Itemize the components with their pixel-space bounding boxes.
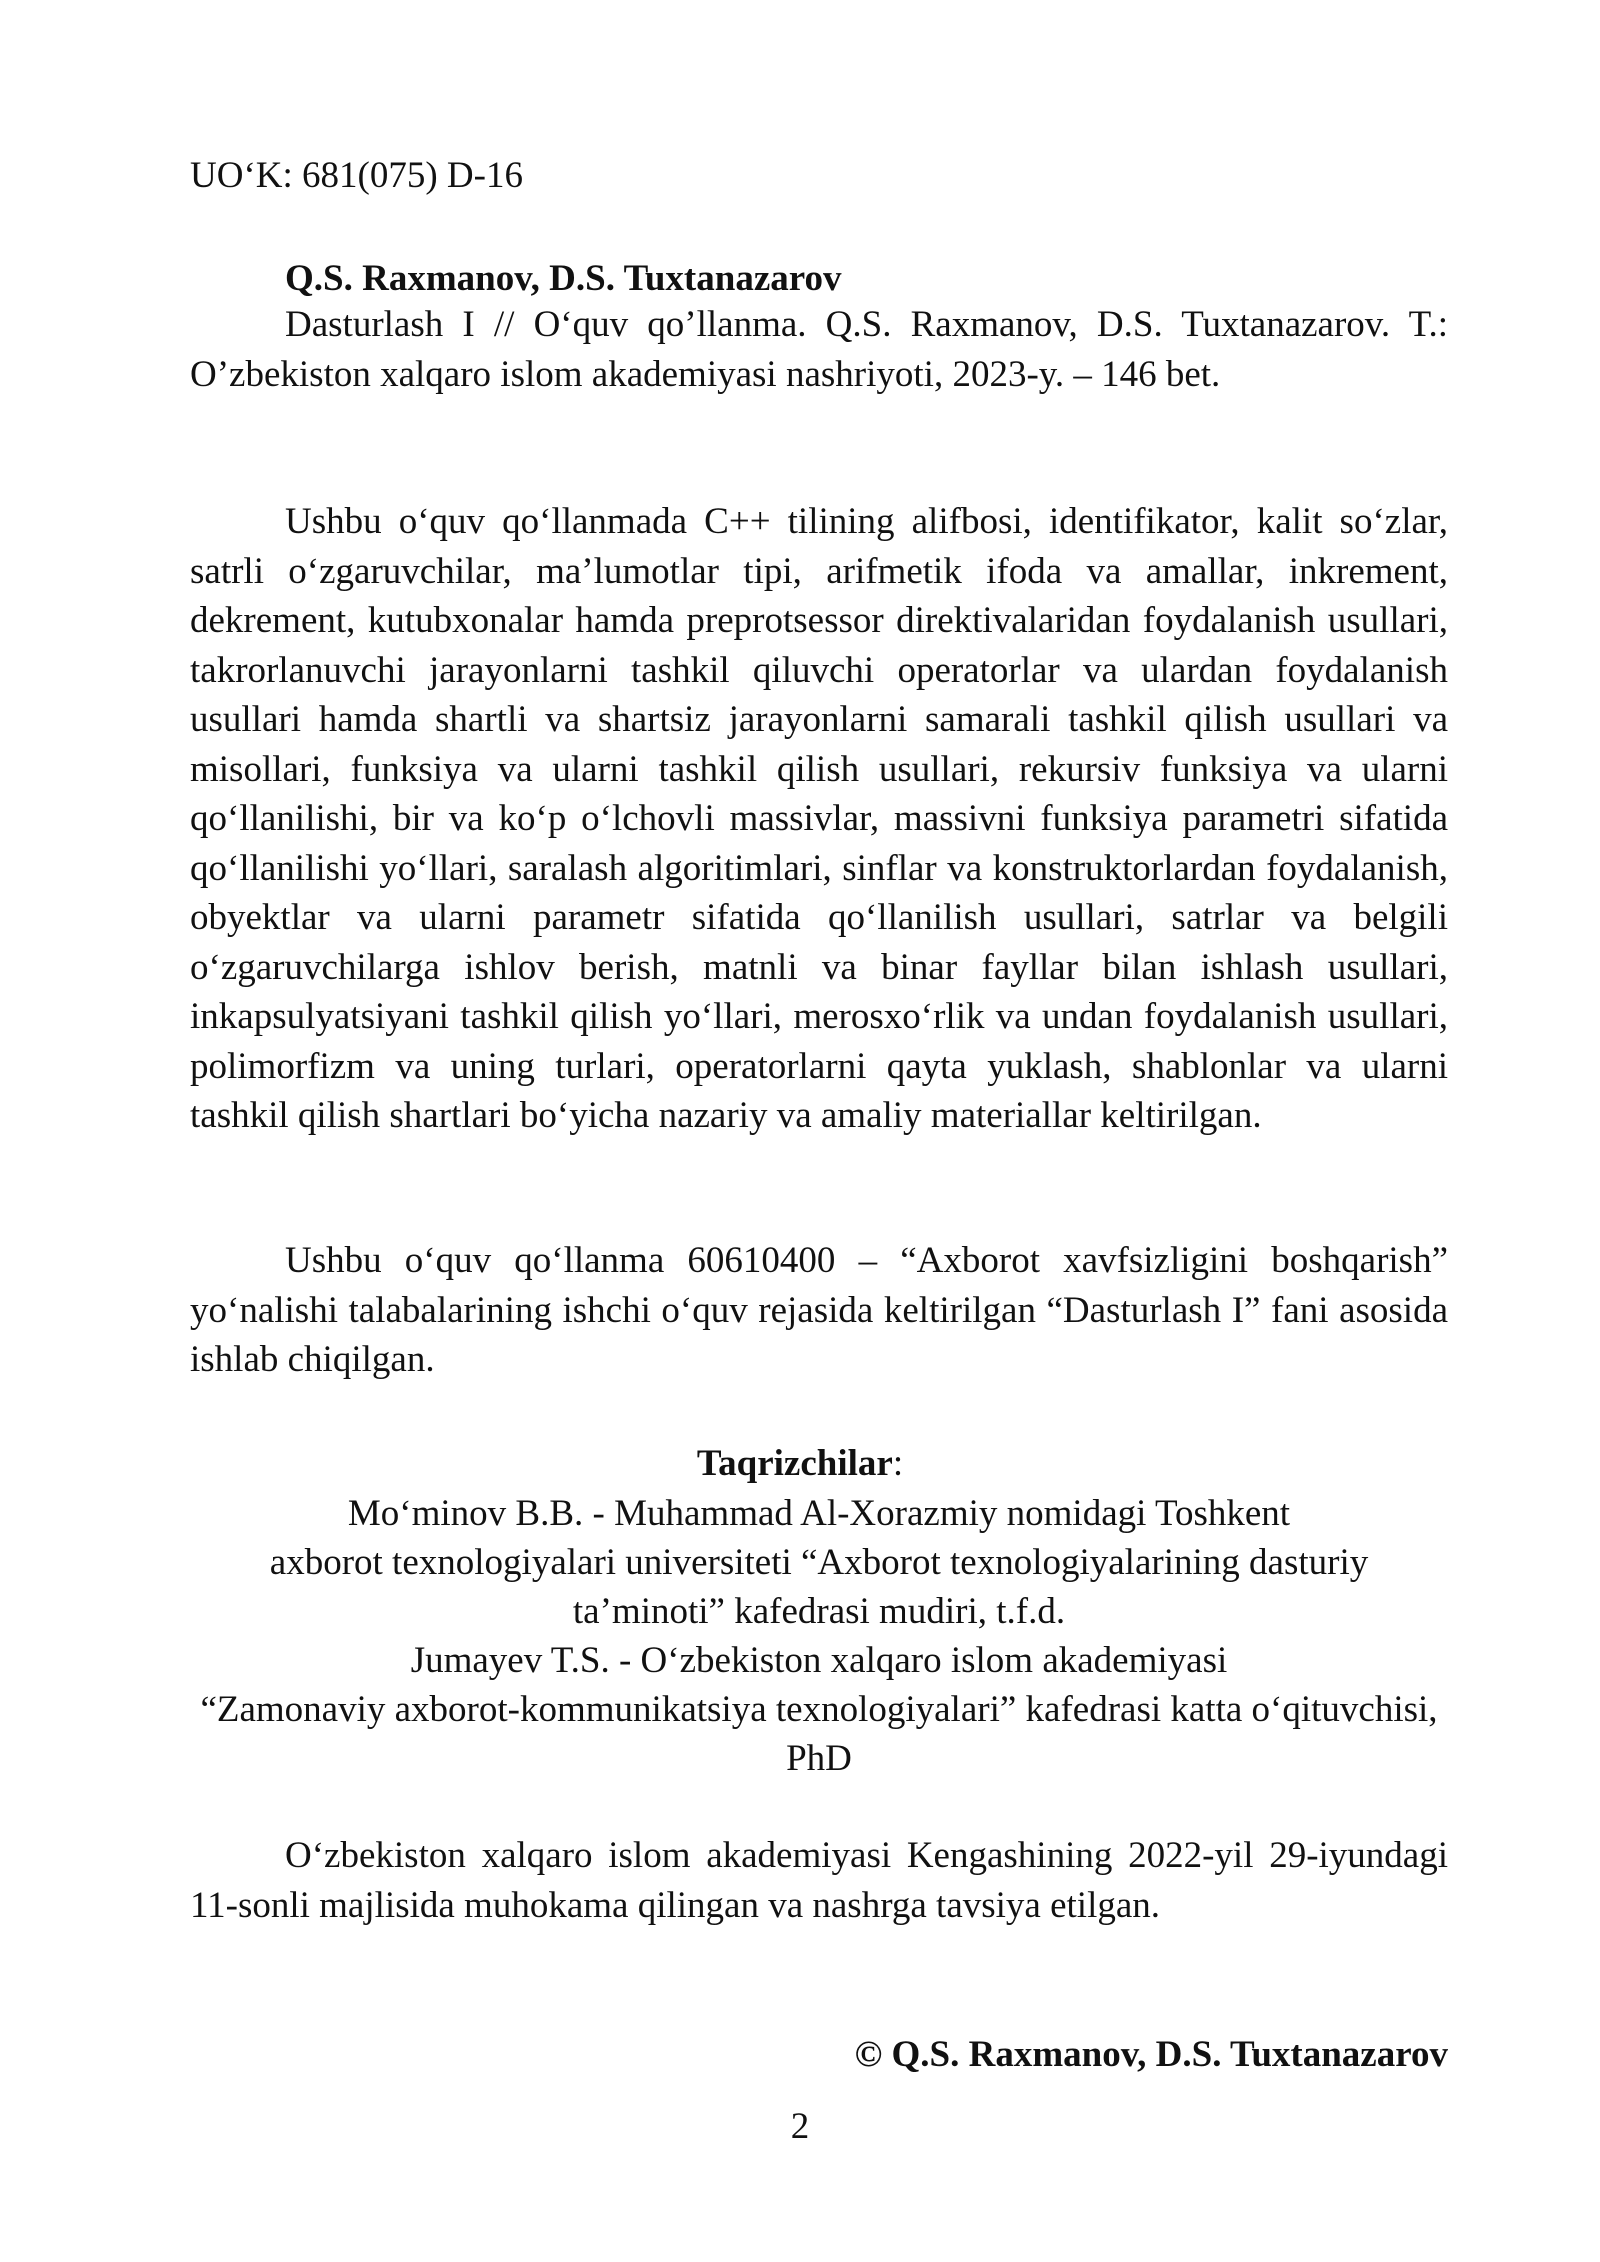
copyright-line: © Q.S. Raxmanov, D.S. Tuxtanazarov (854, 2034, 1448, 2075)
reviewer-name-line: Mo‘minov B.B. - Muhammad Al-Xorazmiy nomidagi Toshkent (347, 1493, 1291, 1534)
abstract-paragraph: Ushbu o‘quv qo‘llanmada C++ tilining alifbosi, identifikator, kalit so‘zlar, satrli o‘zgaruvchilar, ma’lumotlar tipi, arifmetik ifoda va amallar, inkrement, dekrement, kutubxonalar hamda preprotsessor direktivalaridan foydalanish usullari, takrorlanuvchi jarayonlarni tashkil qiluvchi operatorlar va ulardan foydalanish usullari hamda shartli va shartsiz jarayonlarni samarali tashkil qilish usullari va misollari, funksiya va ularni tashkil qilish usullari, rekursiv funksiya va ularni qo‘llanilishi, bir va ko‘p o‘lchovli massivlar, massivni funksiya parametri sifatida qo‘llanilishi yo‘llari, saralash algoritimlari, sinflar va konstruktorlardan foydalanish, obyektlar va ularni parametr sifatida qo‘llanilish usullari, satrlar va belgili o‘zgaruvchilarga ishlov berish, matnli va binar fayllar bilan ishlash usullari, inkapsulyatsiyani tashkil qilish yo‘llari, merosxo‘rlik va undan foydalanish usullari, polimorfizm va uning turlari, operatorlarni qayta yuklash, shablonlar va ularni tashkil qilish shartlari bo‘yicha nazariy va amaliy materiallar keltirilgan. (190, 501, 1448, 1136)
reviewers-title (0, 1438, 1600, 1490)
approval-paragraph: O‘zbekiston xalqaro islom akademiyasi Kengashining 2022-yil 29-iyundagi 11-sonli majlisida muhokama qilingan va nashrga tavsiya etilgan. (190, 1835, 1448, 1926)
reviewer-entry (190, 1636, 1448, 1783)
reviewer-affiliation: axborot texnologiyalari universiteti “Axborot texnologiyalarining dasturiy ta’minoti” kafedrasi mudiri, t.f.d. (269, 1542, 1369, 1632)
reviewers-title-colon: : (892, 1443, 904, 1484)
purpose-paragraph: Ushbu o‘quv qo‘llanma 60610400 – “Axborot xavfsizligini boshqarish” yo‘nalishi talabalarining ishchi o‘quv rejasida keltirilgan “Dasturlash I” fani asosida ishlab chiqilgan. (190, 1240, 1448, 1380)
reviewers-title-text: Taqrizchilar (696, 1443, 893, 1484)
reviewer-name-line: Jumayev T.S. - O‘zbekiston xalqaro islom akademiyasi (410, 1640, 1228, 1681)
page-number: 2 (790, 2106, 810, 2147)
bibliographic-reference: Dasturlash I // O‘quv qo’llanma. Q.S. Raxmanov, D.S. Tuxtanazarov. T.: O’zbekiston xalqaro islom akademiyasi nashriyoti, 2023-y. – 146 bet. (190, 304, 1448, 395)
reviewer-entry (190, 1489, 1448, 1636)
udk-code: UO‘K: 681(075) D-16 (190, 155, 523, 196)
reviewer-affiliation: “Zamonaviy axborot-kommunikatsiya texnologiyalari” kafedrasi katta o‘qituvchisi, PhD (200, 1689, 1438, 1779)
authors-heading: Q.S. Raxmanov, D.S. Tuxtanazarov (285, 258, 842, 299)
